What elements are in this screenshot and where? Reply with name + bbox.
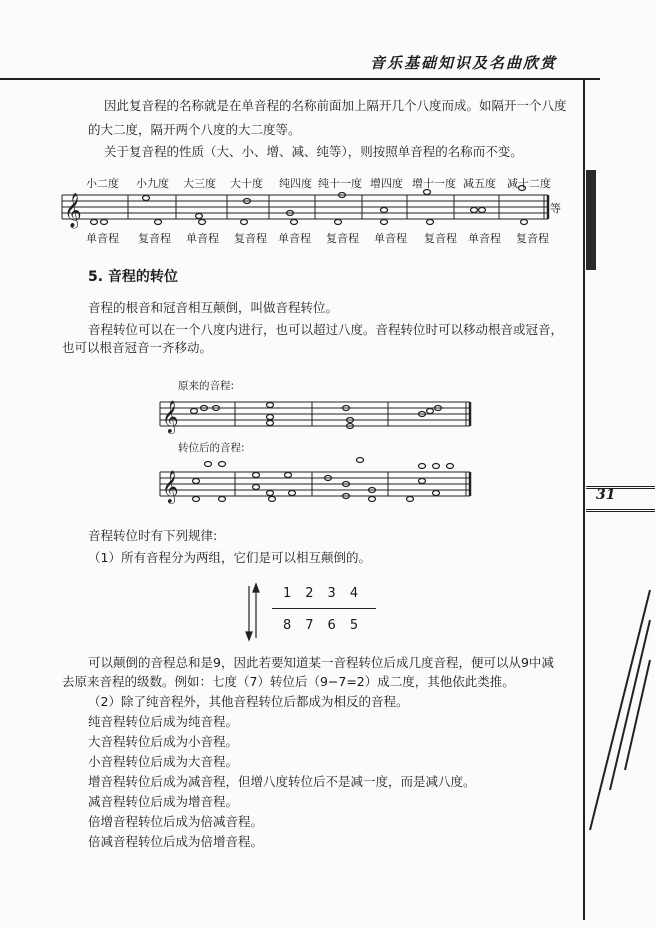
paragraph-line: 去原来音程的级数。例如：七度（7）转位后（9−7=2）成二度，其他依此类推。 — [62, 674, 515, 689]
original-staff — [160, 398, 472, 438]
svg-text:𝄞: 𝄞 — [162, 400, 179, 433]
interval-type: 单音程 — [278, 232, 311, 245]
margin-rule — [583, 78, 585, 920]
interval-type: 复音程 — [424, 232, 457, 245]
interval-type: 复音程 — [326, 232, 359, 245]
interval-name: 纯四度 — [279, 177, 312, 190]
paragraph-line: 音程转位可以在一个八度内进行，也可以超过八度。音程转位时可以移动根音或冠音， — [88, 322, 564, 337]
rule-line: 大音程转位后成为小音程。 — [88, 734, 239, 749]
interval-name: 增四度 — [370, 177, 403, 190]
inversion-bottom-digits: 8765 — [283, 618, 373, 633]
inversion-arrows — [244, 582, 264, 642]
fraction-bar — [272, 608, 376, 609]
paragraph-line: 音程的根音和冠音相互颠倒，叫做音程转位。 — [88, 300, 339, 315]
paragraph-line: 关于复音程的性质（大、小、增、减、纯等），则按照单音程的名称而不变。 — [104, 144, 523, 159]
interval-type: 复音程 — [138, 232, 171, 245]
rule-line: 减音程转位后成为增音程。 — [88, 794, 239, 809]
interval-type: 复音程 — [516, 232, 549, 245]
rule-line: 小音程转位后成为大音程。 — [88, 754, 239, 769]
interval-name: 小九度 — [136, 177, 169, 190]
paragraph-line: 的大二度，隔开两个八度的大二度等。 — [88, 122, 301, 137]
interval-type: 单音程 — [186, 232, 219, 245]
interval-type: 复音程 — [234, 232, 267, 245]
rule-line: 纯音程转位后成为纯音程。 — [88, 714, 239, 729]
paragraph-line: （2）除了纯音程外，其他音程转位后都成为相反的音程。 — [88, 694, 409, 709]
interval-name: 减十二度 — [507, 177, 551, 190]
rule-line: 倍增音程转位后成为倍减音程。 — [88, 814, 264, 829]
running-header: 音乐基础知识及名曲欣赏 — [370, 54, 558, 72]
interval-name: 大十度 — [230, 177, 263, 190]
interval-name: 增十一度 — [412, 177, 456, 190]
edge-decoration — [590, 590, 650, 850]
paragraph-line: 因此复音程的名称就是在单音程的名称前面加上隔开几个八度而成。如隔开一个八度 — [104, 98, 567, 113]
interval-type: 单音程 — [86, 232, 119, 245]
interval-name: 减五度 — [463, 177, 496, 190]
section-heading: 5. 音程的转位 — [88, 269, 178, 285]
rule-line: 增音程转位后成为减音程，但增八度转位后不是减一度，而是减八度。 — [88, 774, 476, 789]
interval-type: 单音程 — [468, 232, 501, 245]
paragraph-line: 音程转位时有下列规律: — [88, 528, 218, 543]
page-number: 31 — [596, 487, 616, 503]
rule-line: 倍减音程转位后成为倍增音程。 — [88, 834, 264, 849]
svg-text:𝄞: 𝄞 — [64, 193, 82, 228]
interval-name: 纯十一度 — [318, 177, 362, 190]
interval-type: 单音程 — [374, 232, 407, 245]
staff-label: 转位后的音程: — [178, 442, 245, 454]
inversion-top-digits: 1234 — [283, 586, 373, 601]
paragraph-line: 可以颠倒的音程总和是9，因此若要知道某一音程转位后成几度音程，便可以从9中减 — [88, 655, 554, 670]
header-rule — [0, 78, 600, 80]
interval-name: 大三度 — [183, 177, 216, 190]
paragraph-line: （1）所有音程分为两组，它们是可以相互颠倒的。 — [88, 550, 371, 565]
svg-text:𝄞: 𝄞 — [162, 470, 179, 503]
inverted-staff — [160, 464, 472, 514]
etc-mark: 等 — [550, 202, 561, 215]
interval-name: 小二度 — [86, 177, 119, 190]
staff-label: 原来的音程: — [178, 380, 235, 392]
paragraph-line: 也可以根音冠音一齐移动。 — [62, 340, 213, 355]
margin-thumb-bar — [586, 170, 596, 270]
